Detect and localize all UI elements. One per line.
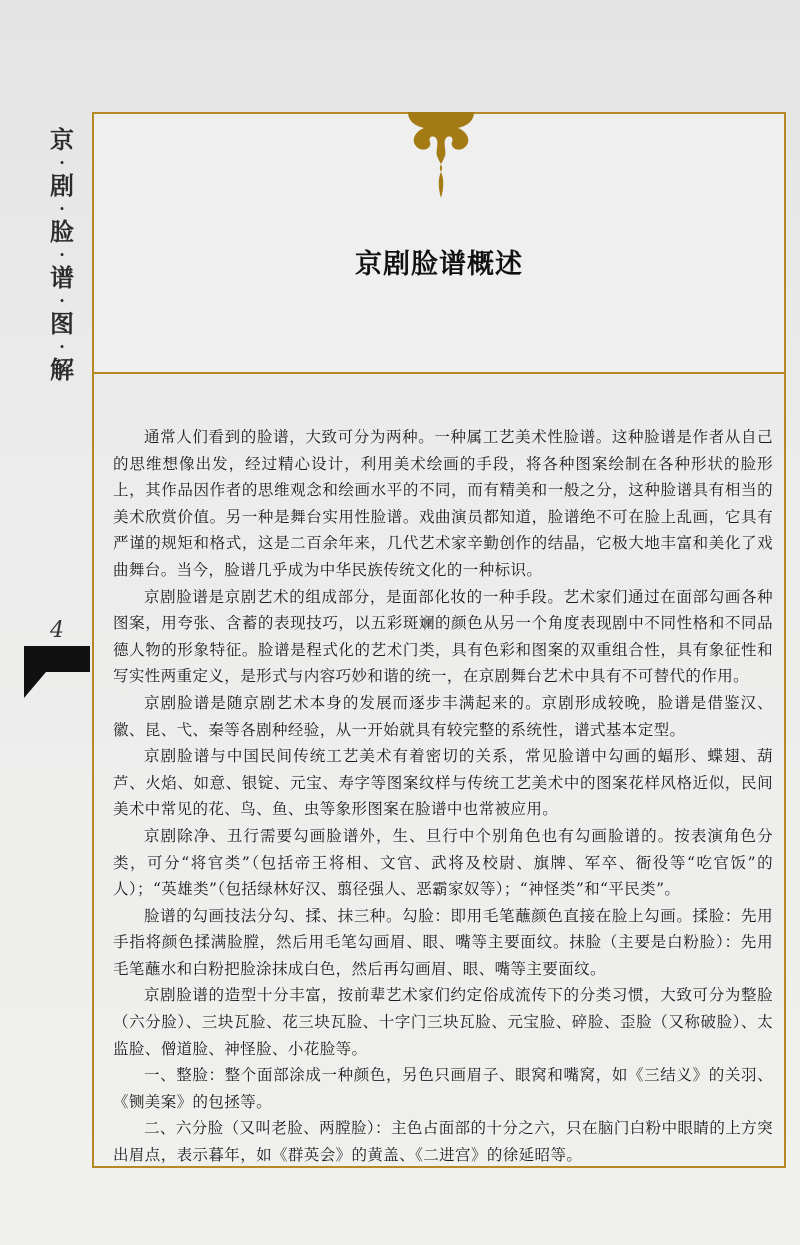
separator-dot: · [59, 199, 65, 218]
paragraph: 京剧脸谱与中国民间传统工艺美术有着密切的关系，常见脸谱中勾画的蝠形、蝶翅、葫芦、火焰、如意、银锭、元宝、寿字等图案纹样与传统工艺美术中的图案花样风格近似，民间美术中常见的花、鸟、鱼、虫等象形图案在脸谱中也常被应用。 [113, 747, 773, 819]
side-title-char: 图 [50, 309, 74, 338]
paragraph: 二、六分脸（又叫老脸、两膛脸）：主色占面部的十分之六，只在脑门白粉中眼睛的上方突出眉点，表示暮年，如《群英会》的黄盖、《二进宫》的徐延昭等。 [113, 1119, 773, 1165]
side-book-title [44, 125, 80, 390]
separator-dot: · [59, 245, 65, 264]
side-title-char: 剧 [50, 171, 74, 200]
page-tab-marker-tail [24, 672, 46, 698]
article-body [113, 424, 773, 1169]
separator-dot: · [59, 337, 65, 356]
paragraph: 京剧脸谱的造型十分丰富，按前辈艺术家们约定俗成流传下的分类习惯，大致可分为整脸（六分脸）、三块瓦脸、花三块瓦脸、十字门三块瓦脸、元宝脸、碎脸、歪脸（又称破脸）、太监脸、僧道脸、神怪脸、小花脸等。 [113, 986, 773, 1058]
page-number: 4 [50, 618, 64, 643]
side-title-char: 京 [50, 125, 74, 154]
side-title-char: 解 [50, 355, 74, 384]
page-title: 京剧脸谱概述 [355, 249, 523, 280]
title-panel [94, 114, 784, 374]
paragraph: 京剧除净、丑行需要勾画脸谱外，生、旦行中个别角色也有勾画脸谱的。按表演角色分类，可分“将官类”（包括帝王将相、文官、武将及校尉、旗牌、军卒、衙役等“吃官饭”的人）；“英雄类”（包括绿林好汉、翦径强人、恶霸家奴等）；“神怪类”和“平民类”。 [113, 826, 773, 899]
paragraph: 一、整脸：整个面部涂成一种颜色，另色只画眉子、眼窝和嘴窝，如《三结义》的关羽、《铡美案》的包拯等。 [113, 1066, 773, 1111]
paragraph: 京剧脸谱是京剧艺术的组成部分，是面部化妆的一种手段。艺术家们通过在面部勾画各种图案，用夸张、含蓄的表现技巧，以五彩斑斓的颜色从另一个角度表现剧中不同性格和不同品德人物的形象特征。脸谱是程式化的艺术门类，具有色彩和图案的双重组合性，具有象征性和写实性两重定义，是形式与内容巧妙和谐的统一，在京剧舞台艺术中具有不可替代的作用。 [113, 587, 773, 686]
separator-dot: · [59, 291, 65, 310]
paragraph: 脸谱的勾画技法分勾、揉、抹三种。勾脸：即用毛笔蘸颜色直接在脸上勾画。揉脸：先用手指将颜色揉满脸膛，然后用毛笔勾画眉、眼、嘴等主要面纹。抹脸（主要是白粉脸）：先用毛笔蘸水和白粉把脸涂抹成白色，然后再勾画眉、眼、嘴等主要面纹。 [113, 906, 773, 978]
paragraph: 京剧脸谱是随京剧艺术本身的发展而逐步丰满起来的。京剧形成较晚，脸谱是借鉴汉、徽、昆、弋、秦等各剧种经验，从一开始就具有较完整的系统性，谱式基本定型。 [113, 693, 773, 739]
separator-dot: · [59, 153, 65, 172]
side-title-char: 谱 [50, 263, 74, 292]
side-title-char: 脸 [50, 217, 74, 246]
page-tab-marker [24, 646, 90, 672]
paragraph: 通常人们看到的脸谱，大致可分为两种。一种属工艺美术性脸谱。这种脸谱是作者从自己的思维想像出发，经过精心设计，利用美术绘画的手段，将各种图案绘制在各种形状的脸形上，其作品因作者的思维观念和绘画水平的不同，而有精美和一般之分，这种脸谱具有相当的美术欣赏价值。另一种是舞台实用性脸谱。戏曲演员都知道，脸谱绝不可在脸上乱画，它具有严谨的规矩和格式，这是二百余年来，几代艺术家辛勤创作的结晶，它极大地丰富和美化了戏曲舞台。当今，脸谱几乎成为中华民族传统文化的一种标识。 [113, 428, 773, 579]
cloud-ruyi-ornament-icon [404, 112, 478, 198]
content-frame [92, 112, 786, 1168]
